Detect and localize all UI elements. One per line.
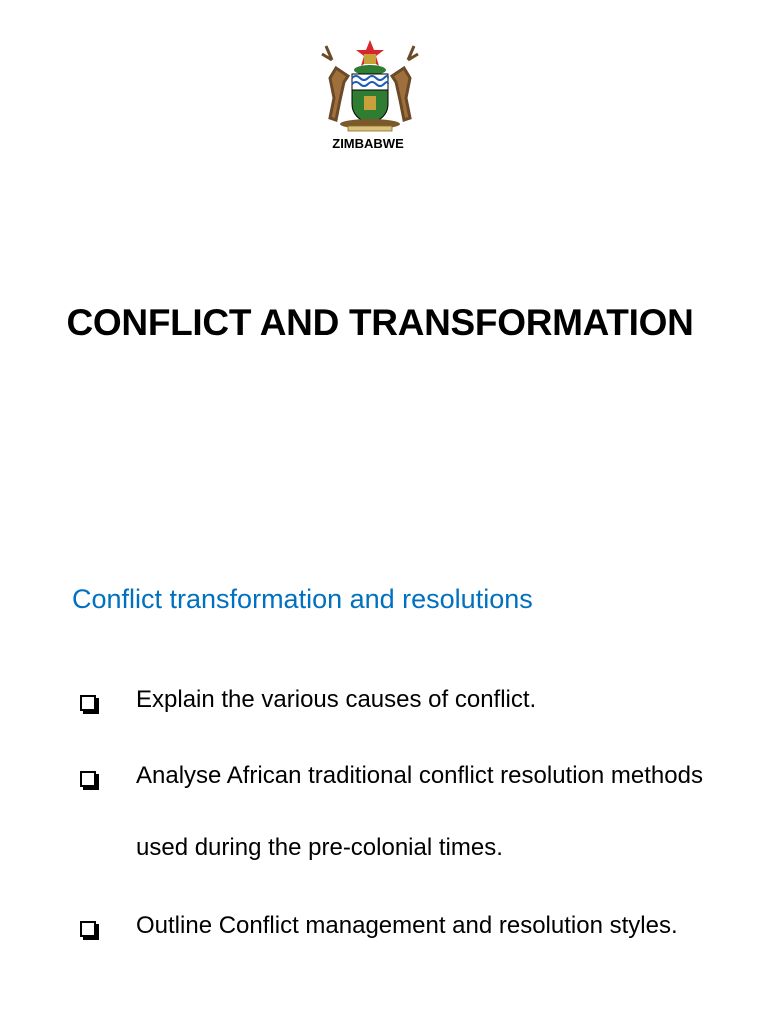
country-name: ZIMBABWE (332, 136, 404, 151)
objective-text: Explain the various causes of conflict. (136, 686, 537, 713)
checkbox-bullet-icon (80, 921, 96, 937)
checkbox-bullet-icon (80, 771, 96, 787)
checkbox-bullet-icon (80, 695, 96, 711)
objective-text: Outline Conflict management and resolution styles. (136, 912, 678, 939)
coat-of-arms-icon (318, 38, 422, 134)
document-title: CONFLICT AND TRANSFORMATION (66, 302, 694, 343)
section-heading: Conflict transformation and resolutions (72, 584, 533, 614)
objective-text: Analyse African traditional conflict resolution methods used during the pre-colonial times. (136, 762, 703, 861)
